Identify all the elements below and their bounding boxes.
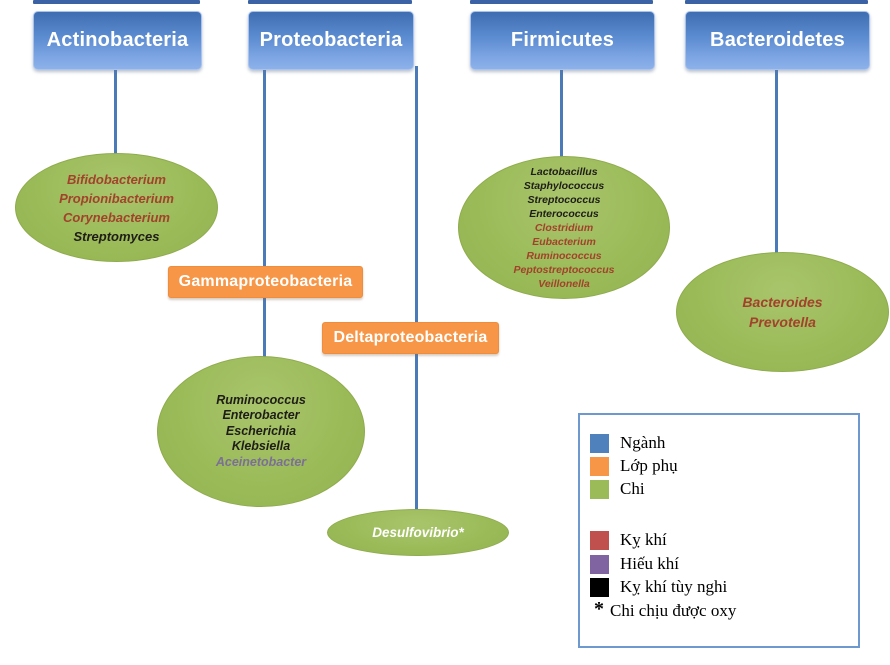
genus-name: Aceinetobacter	[215, 454, 307, 469]
genus-name: Clostridium	[534, 221, 594, 234]
legend-label: Ngành	[620, 433, 666, 452]
connector-proteobacteria-delta	[415, 66, 418, 513]
genus-color-swatch	[590, 480, 609, 499]
genus-name: Klebsiella	[231, 439, 291, 454]
genus-name: Prevotella	[749, 314, 816, 330]
top-strip	[33, 0, 200, 4]
genus-name: Enterobacter	[222, 408, 300, 423]
genus-name: Ruminococcus	[526, 249, 602, 262]
subclass-box-gammaproteobacteria	[168, 266, 363, 298]
genus-name: Corynebacterium	[63, 209, 170, 225]
subclass-box-deltaproteobacteria	[322, 322, 499, 354]
subclass-color-swatch	[590, 457, 609, 476]
anaerobic-color-swatch	[590, 531, 609, 550]
top-strip	[248, 0, 412, 4]
phylum-color-swatch	[590, 434, 609, 453]
phylum-box-firmicutes	[470, 11, 655, 70]
genus-name: Streptococcus	[527, 193, 601, 206]
genus-ellipse-actinobacteria	[15, 153, 218, 262]
subclass-label: Gammaproteobacteria	[178, 273, 353, 290]
facultative-color-swatch	[590, 578, 609, 597]
genus-ellipse-deltaproteobacteria	[327, 509, 509, 556]
connector-actinobacteria	[114, 66, 117, 158]
connector-bacteroidetes	[775, 66, 778, 256]
top-strip	[685, 0, 868, 4]
genus-name: Desulfovibrio*	[372, 524, 464, 540]
connector-proteobacteria-gamma	[263, 66, 266, 364]
genus-name: Propionibacterium	[59, 190, 174, 206]
legend-label: Kỵ khí	[620, 530, 667, 549]
genus-name: Staphylococcus	[523, 179, 605, 192]
genus-name: Escherichia	[225, 423, 297, 438]
phylum-box-proteobacteria	[248, 11, 414, 70]
legend-label: Hiếu khí	[620, 554, 680, 573]
genus-name: Veillonella	[538, 277, 590, 290]
phylum-label: Bacteroidetes	[710, 29, 845, 51]
phylum-box-bacteroidetes	[685, 11, 870, 70]
legend-label: Chi chịu được oxy	[610, 601, 737, 620]
genus-name: Eubacterium	[532, 235, 596, 248]
legend	[578, 413, 860, 648]
legend-label: Kỵ khí tùy nghi	[620, 577, 728, 596]
genus-name: Lactobacillus	[530, 165, 598, 178]
legend-label: Lớp phụ	[620, 456, 678, 475]
genus-name: Peptostreptococcus	[513, 263, 615, 276]
genus-name: Bifidobacterium	[67, 171, 166, 187]
aerobic-color-swatch	[590, 555, 609, 574]
connector-firmicutes	[560, 66, 563, 160]
genus-name: Streptomyces	[73, 228, 160, 244]
genus-ellipse-gammaproteobacteria	[157, 356, 365, 507]
genus-ellipse-firmicutes	[458, 156, 670, 299]
legend-label: Chi	[620, 479, 645, 498]
phylum-label: Actinobacteria	[46, 29, 189, 51]
asterisk-symbol: *	[594, 598, 604, 620]
phylum-label: Firmicutes	[510, 29, 615, 51]
phylum-box-actinobacteria	[33, 11, 202, 70]
subclass-label: Deltaproteobacteria	[333, 329, 488, 346]
top-strip	[470, 0, 653, 4]
genus-ellipse-bacteroidetes	[676, 252, 889, 372]
genus-name: Bacteroides	[742, 294, 823, 310]
genus-name: Ruminococcus	[216, 392, 306, 407]
phylum-label: Proteobacteria	[259, 29, 403, 51]
genus-name: Enterococcus	[529, 207, 599, 220]
